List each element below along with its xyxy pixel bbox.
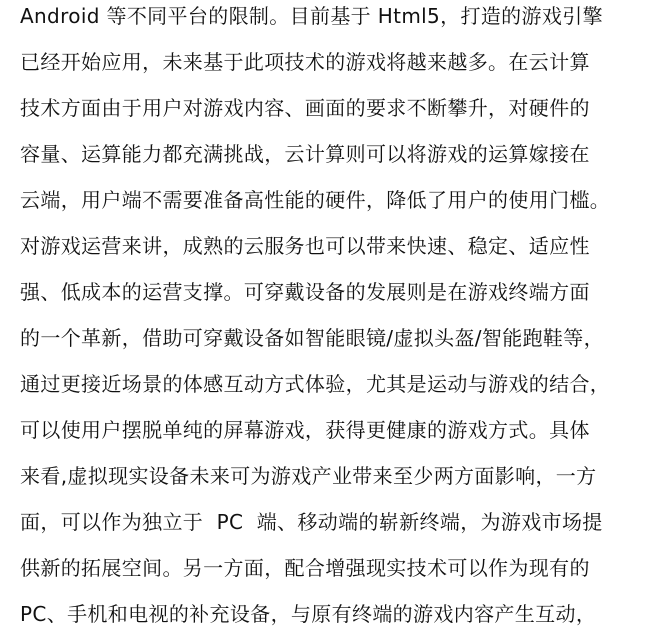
text-line: Android 等不同平台的限制。目前基于 Html5，打造的游戏引擎 bbox=[20, 4, 603, 28]
text-line: 云端，用户端不需要准备高性能的硬件，降低了用户的使用门槛。 bbox=[20, 188, 611, 212]
text-line: 可以使用户摆脱单纯的屏幕游戏，获得更健康的游戏方式。具体 bbox=[20, 418, 590, 442]
text-line: 对游戏运营来讲，成熟的云服务也可以带来快速、稳定、适应性 bbox=[20, 234, 590, 258]
text-line: 面，可以作为独立于 PC 端、移动端的崭新终端，为游戏市场提 bbox=[20, 510, 603, 534]
text-line: PC、手机和电视的补充设备，与原有终端的游戏内容产生互动， bbox=[20, 602, 597, 626]
text-line: 供新的拓展空间。另一方面，配合增强现实技术可以作为现有的 bbox=[20, 556, 590, 580]
text-line: 已经开始应用，未来基于此项技术的游戏将越来越多。在云计算 bbox=[20, 50, 590, 74]
text-line: 的一个革新，借助可穿戴设备如智能眼镜/虚拟头盔/智能跑鞋等， bbox=[20, 326, 604, 350]
text-line: 容量、运算能力都充满挑战，云计算则可以将游戏的运算嫁接在 bbox=[20, 142, 590, 166]
text-line: 技术方面由于用户对游戏内容、画面的要求不断攀升，对硬件的 bbox=[20, 96, 590, 120]
text-line: 强、低成本的运营支撑。可穿戴设备的发展则是在游戏终端方面 bbox=[20, 280, 590, 304]
text-line: 来看,虚拟现实设备未来可为游戏产业带来至少两方面影响，一方 bbox=[20, 464, 597, 488]
text-line: 通过更接近场景的体感互动方式体验，尤其是运动与游戏的结合， bbox=[20, 372, 611, 396]
